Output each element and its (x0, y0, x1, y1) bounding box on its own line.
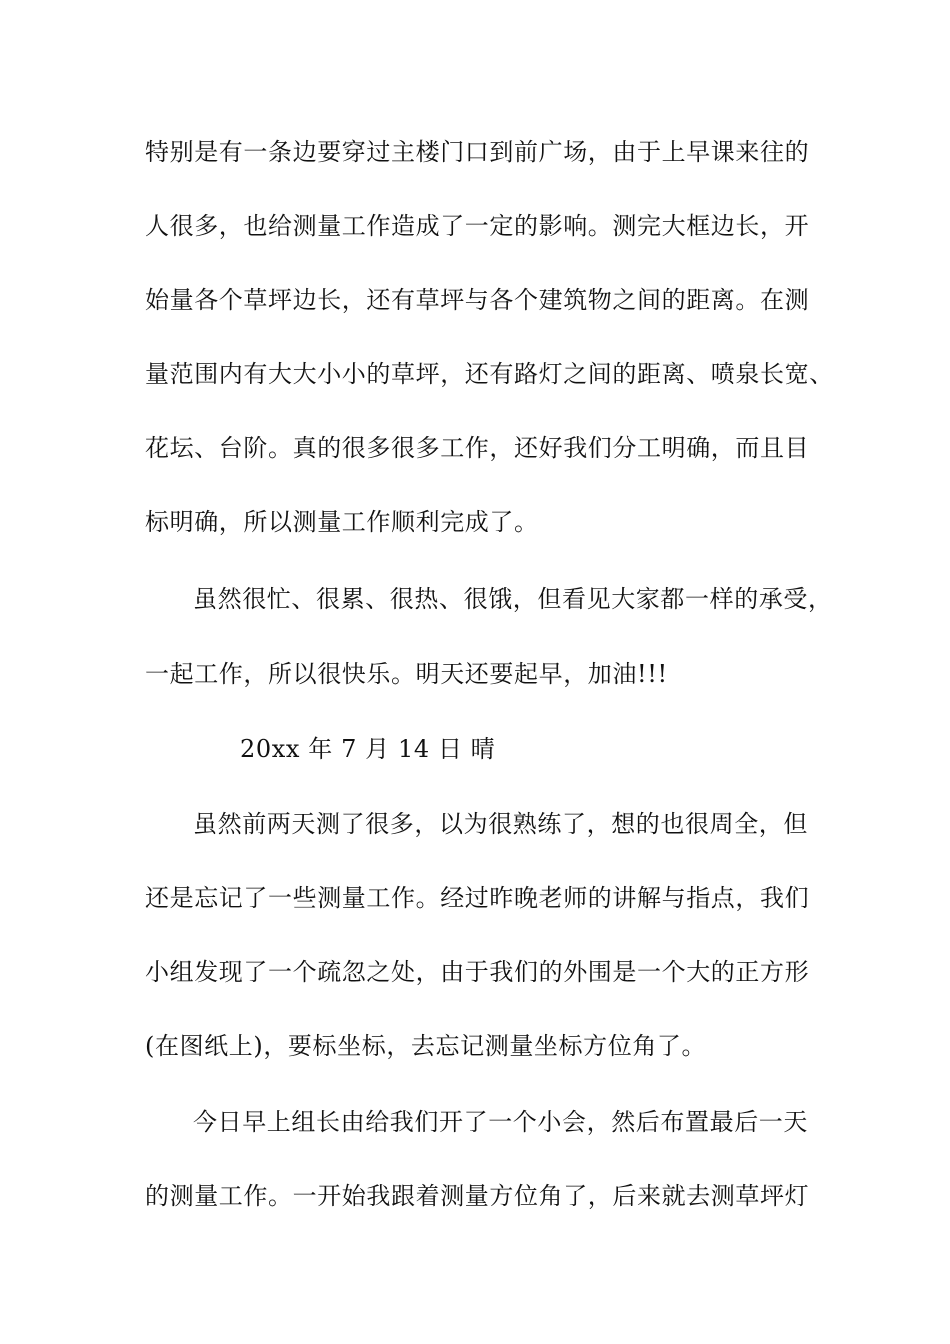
paragraph-line: 今日早上组长由给我们开了一个小会，然后布置最后一天 (193, 1108, 808, 1136)
paragraph-line: (在图纸上)，要标坐标，去忘记测量坐标方位角了。 (145, 1032, 707, 1060)
paragraph-line: 始量各个草坪边长，还有草坪与各个建筑物之间的距离。在测 (145, 286, 810, 314)
paragraph-line: 虽然很忙、很累、很热、很饿，但看见大家都一样的承受， (193, 585, 833, 613)
paragraph-line: 标明确，所以测量工作顺利完成了。 (145, 508, 539, 536)
paragraph-line: 的测量工作。一开始我跟着测量方位角了，后来就去测草坪灯 (145, 1182, 810, 1210)
paragraph-line: 特别是有一条边要穿过主楼门口到前广场，由于上早课来往的 (145, 138, 810, 166)
paragraph-line: 一起工作，所以很快乐。明天还要起早，加油!!! (145, 660, 668, 688)
date-heading: 20xx 年 7 月 14 日 晴 (240, 735, 496, 763)
paragraph-line: 还是忘记了一些测量工作。经过昨晚老师的讲解与指点，我们 (145, 884, 810, 912)
paragraph-line: 花坛、台阶。真的很多很多工作，还好我们分工明确，而且目 (145, 434, 810, 462)
paragraph-line: 小组发现了一个疏忽之处，由于我们的外围是一个大的正方形 (145, 958, 810, 986)
paragraph-line: 量范围内有大大小小的草坪，还有路灯之间的距离、喷泉长宽、 (145, 360, 834, 388)
paragraph-line: 虽然前两天测了很多，以为很熟练了，想的也很周全，但 (193, 810, 808, 838)
paragraph-line: 人很多，也给测量工作造成了一定的影响。测完大框边长，开 (145, 212, 810, 240)
